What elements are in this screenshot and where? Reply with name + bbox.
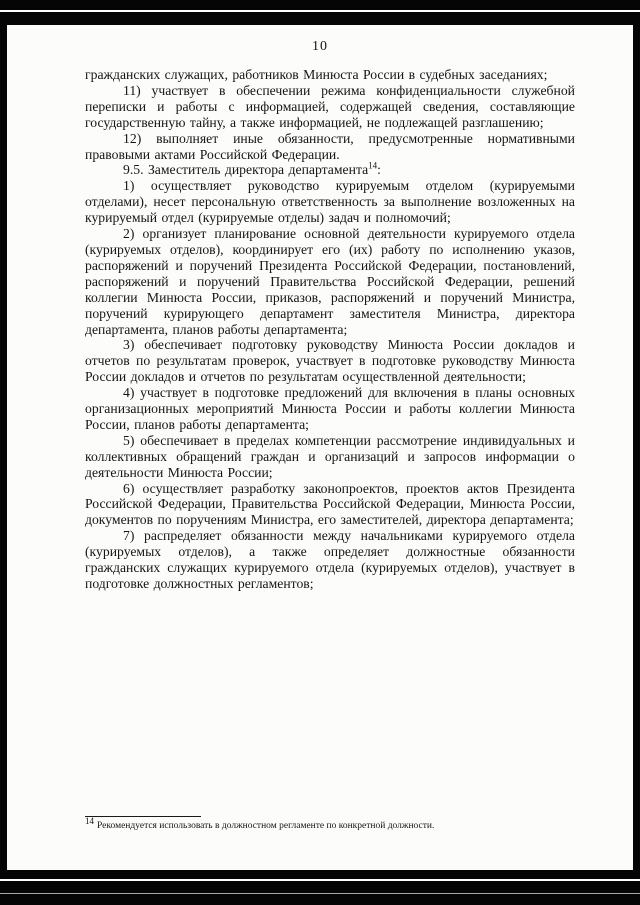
paragraph: 7) распределяет обязанности между начальниками курируемого отдела (курируемых отделов), а также определяет должностные обязанности гражданских служащих курируемого отдела (курируемых отделов), участвует в подготовке должностных регламентов; xyxy=(85,528,575,591)
paragraph: 5) обеспечивает в пределах компетенции рассмотрение индивидуальных и коллективных обращений граждан и организаций и запросов информации о деятельности Минюста России; xyxy=(85,432,575,480)
footnote xyxy=(85,816,575,832)
footnote-marker: 14 xyxy=(85,816,94,826)
scan-edge-line-bottom-2 xyxy=(0,893,640,894)
footnote-body: Рекомендуется использовать в должностном регламенте по конкретной должности. xyxy=(97,821,435,832)
footnote-text xyxy=(85,816,575,832)
paragraph: 1) осуществляет руководство курируемым отделом (курируемыми отделами), несет персональную ответственность за выполнение возложенных на курируемый отдел (курируемые отделы) задач и полномочий; xyxy=(85,178,575,226)
page-number: 10 xyxy=(312,39,328,54)
document-body xyxy=(85,67,575,592)
document-page xyxy=(7,25,633,870)
footnote-reference: 14 xyxy=(368,160,378,171)
paragraph: 2) организует планирование основной деятельности курируемого отдела (курируемых отделов), координирует его (их) работу по исполнению указов, распоряжений и поручений Президента Российской Федерации, постановлений, распоряжений и поручений Правительства Российской Федерации, решений коллегии Минюста России, приказов, распоряжений и поручений Министра, поручений курирующего департамент заместителя Министра, директора департамента, планов работы департамента; xyxy=(85,226,575,337)
paragraph: 11) участвует в обеспечении режима конфиденциальности служебной переписки и работы с информацией, содержащей сведения, составляющие государственную тайну, а также информацией, не подлежащей разглашению; xyxy=(85,82,575,130)
paragraph: 3) обеспечивает подготовку руководству Минюста России докладов и отчетов по результатам проверок, участвует в подготовке руководству Минюста России докладов и отчетов по результатам осуществленной деятельности; xyxy=(85,337,575,385)
paragraph: 4) участвует в подготовке предложений для включения в планы основных организационных мероприятий Минюста России и работы коллегии Минюста России, планов работы департамента; xyxy=(85,385,575,432)
footnote-separator xyxy=(85,816,201,817)
paragraph: 9.5. Заместитель директора департамента$^{14}$: xyxy=(123,160,381,178)
paragraph: гражданских служащих, работников Минюста России в судебных заседаниях; xyxy=(85,67,548,82)
scan-edge-line-top xyxy=(0,10,640,12)
scan-edge-line-bottom xyxy=(0,879,640,881)
paragraph: 12) выполняет иные обязанности, предусмотренные нормативными правовыми актами Российской Федерации. xyxy=(85,130,575,162)
paragraph: 6) осуществляет разработку законопроектов, проектов актов Президента Российской Федерации, Правительства Российской Федерации, Минюста России, документов по поручениям Министра, его заместителей, директора департамента; xyxy=(85,480,575,528)
